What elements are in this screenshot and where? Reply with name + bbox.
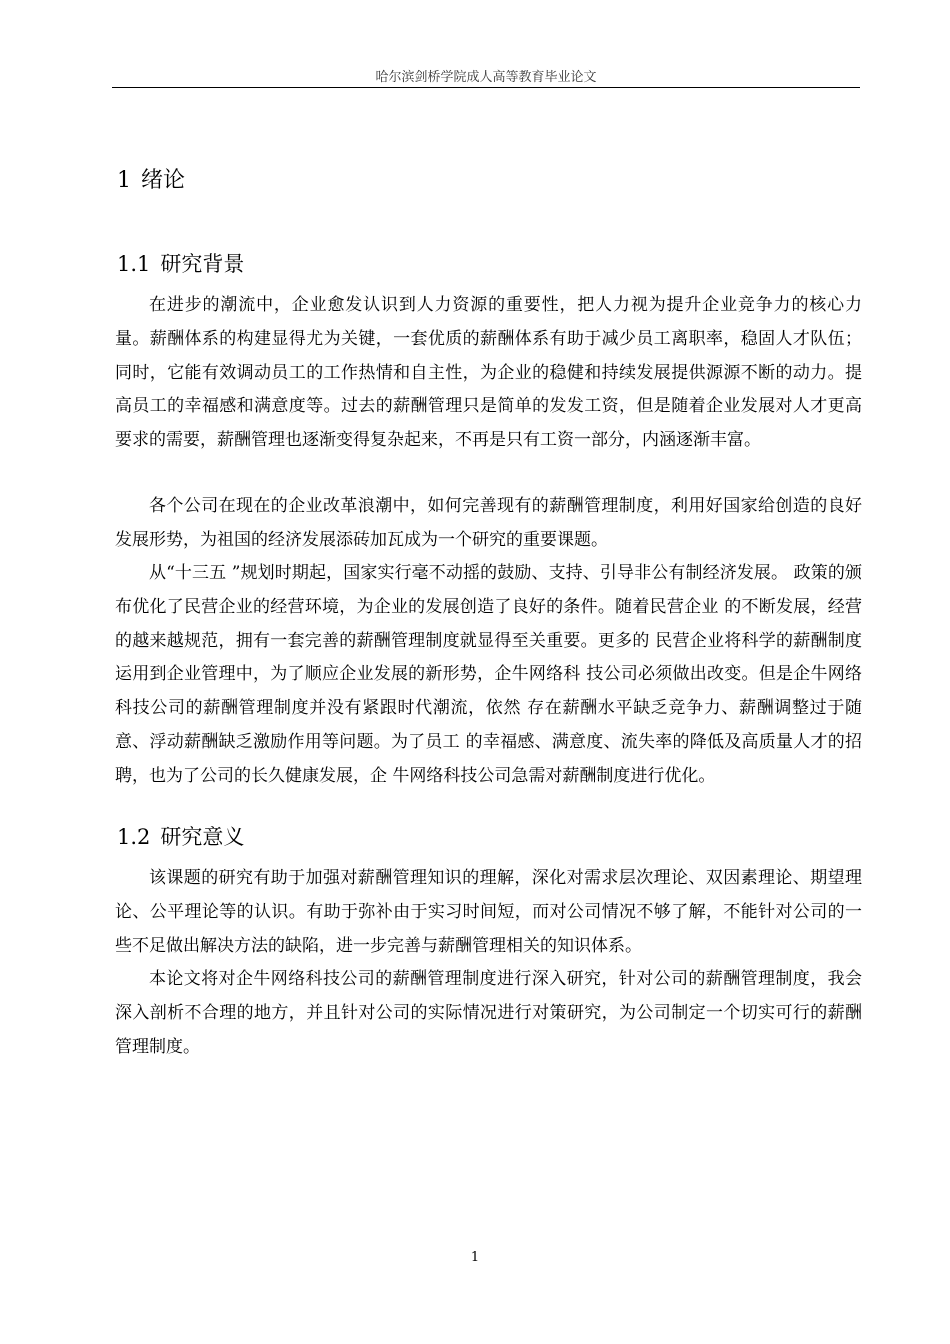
page-header-title: 哈尔滨剑桥学院成人高等教育毕业论文 [375, 70, 597, 85]
section-title-text: 研究意义 [160, 825, 245, 849]
section-title-text: 研究背景 [160, 252, 245, 276]
body-paragraph: 从“十三五 ”规划时期起，国家实行毫不动摇的鼓励、支持、引导非公有制经济发展。 政策的颁布优化了民营企业的经营环境，为企业的发展创造了良好的条件。随着民营企业 的不断发展，经营的越来越规范，拥有一套完善的薪酬管理制度就显得至关重要。更多的 民营企业将科学的薪酬制度运用到企业管理中，为了顺应企业发展的新形势，企牛网络科 技公司必须做出改变。但是企牛网络科技公司的薪酬管理制度并没有紧跟时代潮流，依然 存在薪酬水平缺乏竞争力、薪酬调整过于随意、浮动薪酬缺乏激励作用等问题。为了员工 的幸福感、满意度、流失率的降低及高质量人才的招聘，也为了公司的长久健康发展，企 牛网络科技公司急需对薪酬制度进行优化。 [115, 563, 862, 786]
section-title-significance [117, 821, 244, 851]
body-paragraph: 各个公司在现在的企业改革浪潮中，如何完善现有的薪酬管理制度，利用好国家给创造的良好发展形势，为祖国的经济发展添砖加瓦成为一个研究的重要课题。 [115, 496, 862, 550]
section-number: 1.1 [117, 252, 151, 276]
chapter-title-text: 绪论 [141, 168, 186, 193]
chapter-title [117, 163, 185, 194]
chapter-number: 1 [117, 168, 131, 193]
section-title-background [117, 248, 244, 278]
section-number: 1.2 [117, 825, 151, 849]
page-number: 1 [470, 1250, 480, 1265]
body-paragraph: 本论文将对企牛网络科技公司的薪酬管理制度进行深入研究，针对公司的薪酬管理制度，我会深入剖析不合理的地方，并且针对公司的实际情况进行对策研究，为公司制定一个切实可行的薪酬管理制度。 [115, 969, 862, 1057]
body-paragraph: 该课题的研究有助于加强对薪酬管理知识的理解，深化对需求层次理论、双因素理论、期望理论、公平理论等的认识。有助于弥补由于实习时间短，而对公司情况不够了解，不能针对公司的一些不足做出解决方法的缺陷，进一步完善与薪酬管理相关的知识体系。 [115, 868, 862, 956]
body-paragraph: 在进步的潮流中，企业愈发认识到人力资源的重要性，把人力视为提升企业竞争力的核心力量。薪酬体系的构建显得尤为关键，一套优质的薪酬体系有助于减少员工离职率，稳固人才队伍；同时，它能有效调动员工的工作热情和自主性，为企业的稳健和持续发展提供源源不断的动力。提高员工的幸福感和满意度等。过去的薪酬管理只是简单的发发工资，但是随着企业发展对人才更高要求的需要，薪酬管理也逐渐变得复杂起来，不再是只有工资一部分，内涵逐渐丰富。 [115, 295, 862, 451]
header-divider [112, 87, 860, 88]
